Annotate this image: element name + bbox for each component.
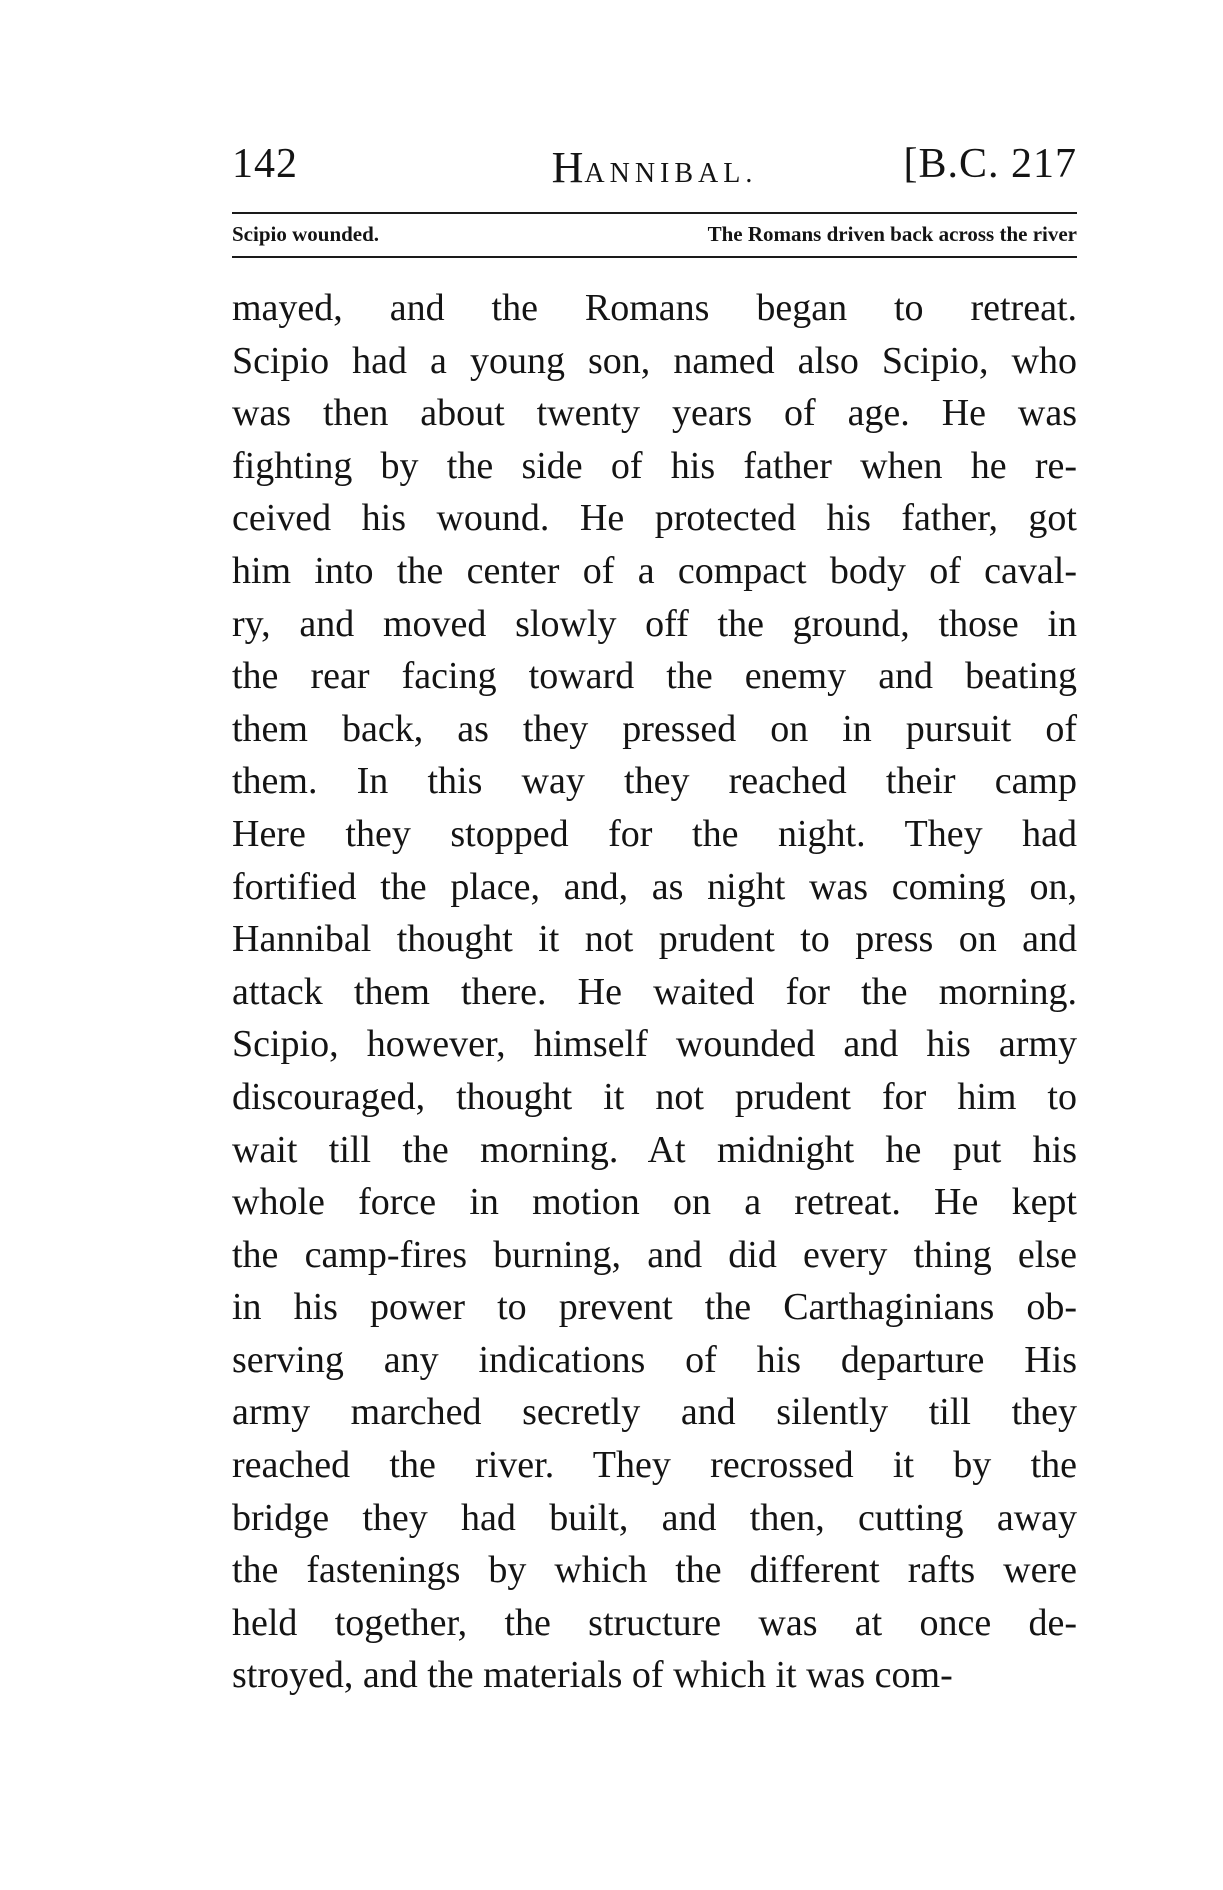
text-line: army marched secretly and silently till they	[232, 1391, 1077, 1434]
running-title-rest: ANNIBAL.	[584, 158, 758, 189]
text-line: the camp-fires burning, and did every thing else	[232, 1233, 1077, 1276]
text-line: mayed, and the Romans began to retreat.	[232, 287, 1077, 329]
text-line: the rear facing toward the enemy and beating	[232, 655, 1077, 698]
text-line: him into the center of a compact body of caval-	[232, 549, 1077, 592]
text-line: discouraged, thought it not prudent for him to	[232, 1075, 1077, 1118]
text-line: whole force in motion on a retreat. He kept	[232, 1181, 1077, 1224]
text-line: the fastenings by which the different rafts were	[232, 1549, 1077, 1592]
text-line: ceived his wound. He protected his father, got	[232, 497, 1077, 540]
text-line: Here they stopped for the night. They had	[232, 812, 1077, 855]
text-line: Hannibal thought it not prudent to press on and	[232, 918, 1077, 961]
text-line: wait till the morning. At midnight he put his	[232, 1128, 1077, 1171]
text-line: in his power to prevent the Carthaginians ob-	[232, 1286, 1077, 1329]
text-line: held together, the structure was at once de-	[232, 1601, 1077, 1644]
text-line: was then about twenty years of age. He was	[232, 392, 1077, 435]
body-text	[232, 282, 1077, 1702]
header-rule-top	[232, 212, 1077, 214]
text-line: serving any indications of his departure His	[232, 1338, 1077, 1381]
sidenote-right: The Romans driven back across the river	[707, 222, 1077, 246]
text-line: Scipio, however, himself wounded and his army	[232, 1023, 1077, 1066]
text-line: attack them there. He waited for the morning.	[232, 970, 1077, 1013]
text-line: stroyed, and the materials of which it was com-	[232, 1654, 953, 1697]
text-line: them back, as they pressed on in pursuit of	[232, 707, 1077, 750]
year-marker: [B.C. 217	[903, 141, 1077, 187]
text-line: reached the river. They recrossed it by the	[232, 1444, 1077, 1487]
sidenote-left: Scipio wounded.	[232, 222, 380, 246]
text-line: Scipio had a young son, named also Scipio, who	[232, 339, 1077, 382]
text-line: fortified the place, and, as night was coming on,	[232, 865, 1077, 908]
sidenote-bar	[232, 222, 1077, 252]
text-line: bridge they had built, and then, cutting away	[232, 1496, 1077, 1539]
text-line: them. In this way they reached their camp	[232, 760, 1077, 803]
running-title-initial: H	[551, 143, 585, 192]
header-rule-bottom	[232, 256, 1077, 258]
page-number: 142	[232, 141, 298, 187]
text-line: ry, and moved slowly off the ground, those in	[232, 602, 1077, 645]
text-line: fighting by the side of his father when he re-	[232, 444, 1077, 487]
page-header	[232, 140, 1077, 200]
